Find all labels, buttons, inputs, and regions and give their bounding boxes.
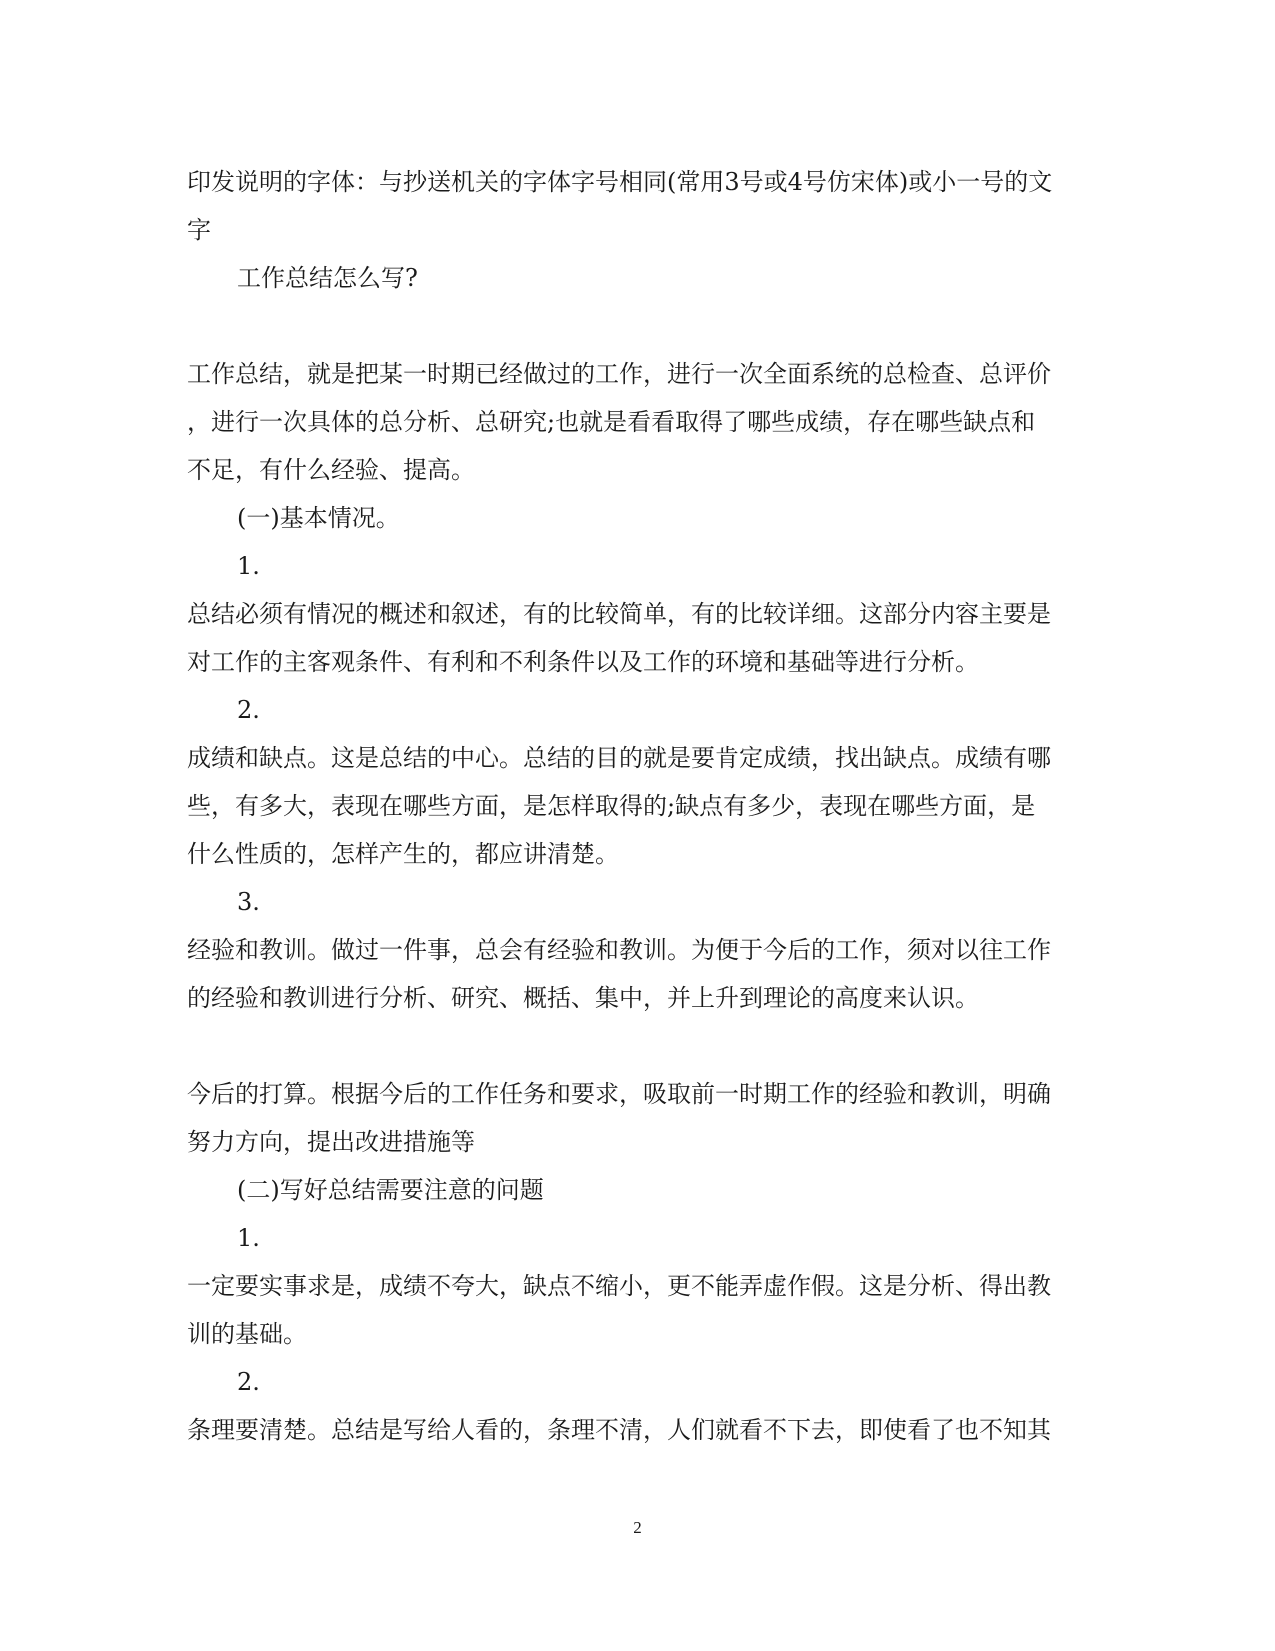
paragraph-truthfulness xyxy=(187,1262,1087,1358)
text-line: 的经验和教训进行分析、研究、概括、集中，并上升到理论的高度来认识。 xyxy=(187,984,979,1012)
paragraph-plans xyxy=(187,1070,1087,1166)
item-number: 2. xyxy=(237,696,260,724)
text-line: 些，有多大，表现在哪些方面，是怎样取得的;缺点有多少，表现在哪些方面，是 xyxy=(187,792,1036,820)
text-line: ，进行一次具体的总分析、总研究;也就是看看取得了哪些成绩，存在哪些缺点和 xyxy=(187,408,1036,436)
text-line: 对工作的主客观条件、有利和不利条件以及工作的环境和基础等进行分析。 xyxy=(187,648,979,676)
subheading-basic-situation: (一)基本情况。 xyxy=(237,504,400,532)
item-number: 1. xyxy=(237,1224,260,1252)
text-line: 不足，有什么经验、提高。 xyxy=(187,456,475,484)
text-line: 成绩和缺点。这是总结的中心。总结的目的就是要肯定成绩，找出缺点。成绩有哪 xyxy=(187,744,1051,772)
section-heading: 工作总结怎么写? xyxy=(237,264,418,292)
text-line: 今后的打算。根据今后的工作任务和要求，吸取前一时期工作的经验和教训，明确 xyxy=(187,1080,1051,1108)
paragraph-font-note xyxy=(187,158,1087,254)
text-line: 什么性质的，怎样产生的，都应讲清楚。 xyxy=(187,840,619,868)
text-line: 努力方向，提出改进措施等 xyxy=(187,1128,475,1156)
text-line: 训的基础。 xyxy=(187,1320,307,1348)
text-line: 一定要实事求是，成绩不夸大，缺点不缩小，更不能弄虚作假。这是分析、得出教 xyxy=(187,1272,1051,1300)
item-number: 3. xyxy=(237,888,260,916)
paragraph-experience xyxy=(187,926,1087,1022)
subheading-notes: (二)写好总结需要注意的问题 xyxy=(237,1176,544,1204)
item-number: 1. xyxy=(237,552,260,580)
text-line: 印发说明的字体：与抄送机关的字体字号相同(常用3号或4号仿宋体)或小一号的文 xyxy=(187,168,1053,196)
paragraph-overview xyxy=(187,590,1087,686)
text-line: 总结必须有情况的概述和叙述，有的比较简单，有的比较详细。这部分内容主要是 xyxy=(187,600,1051,628)
paragraph-clarity xyxy=(187,1406,1087,1454)
text-line: 经验和教训。做过一件事，总会有经验和教训。为便于今后的工作，须对以往工作 xyxy=(187,936,1051,964)
document-body xyxy=(187,158,1087,1454)
paragraph-achievements xyxy=(187,734,1087,878)
paragraph-definition xyxy=(187,350,1087,494)
item-number: 2. xyxy=(237,1368,260,1396)
text-line: 工作总结，就是把某一时期已经做过的工作，进行一次全面系统的总检查、总评价 xyxy=(187,360,1051,388)
text-line: 字 xyxy=(187,216,211,244)
page-number: 2 xyxy=(633,1518,642,1537)
text-line: 条理要清楚。总结是写给人看的，条理不清，人们就看不下去，即使看了也不知其 xyxy=(187,1416,1051,1444)
